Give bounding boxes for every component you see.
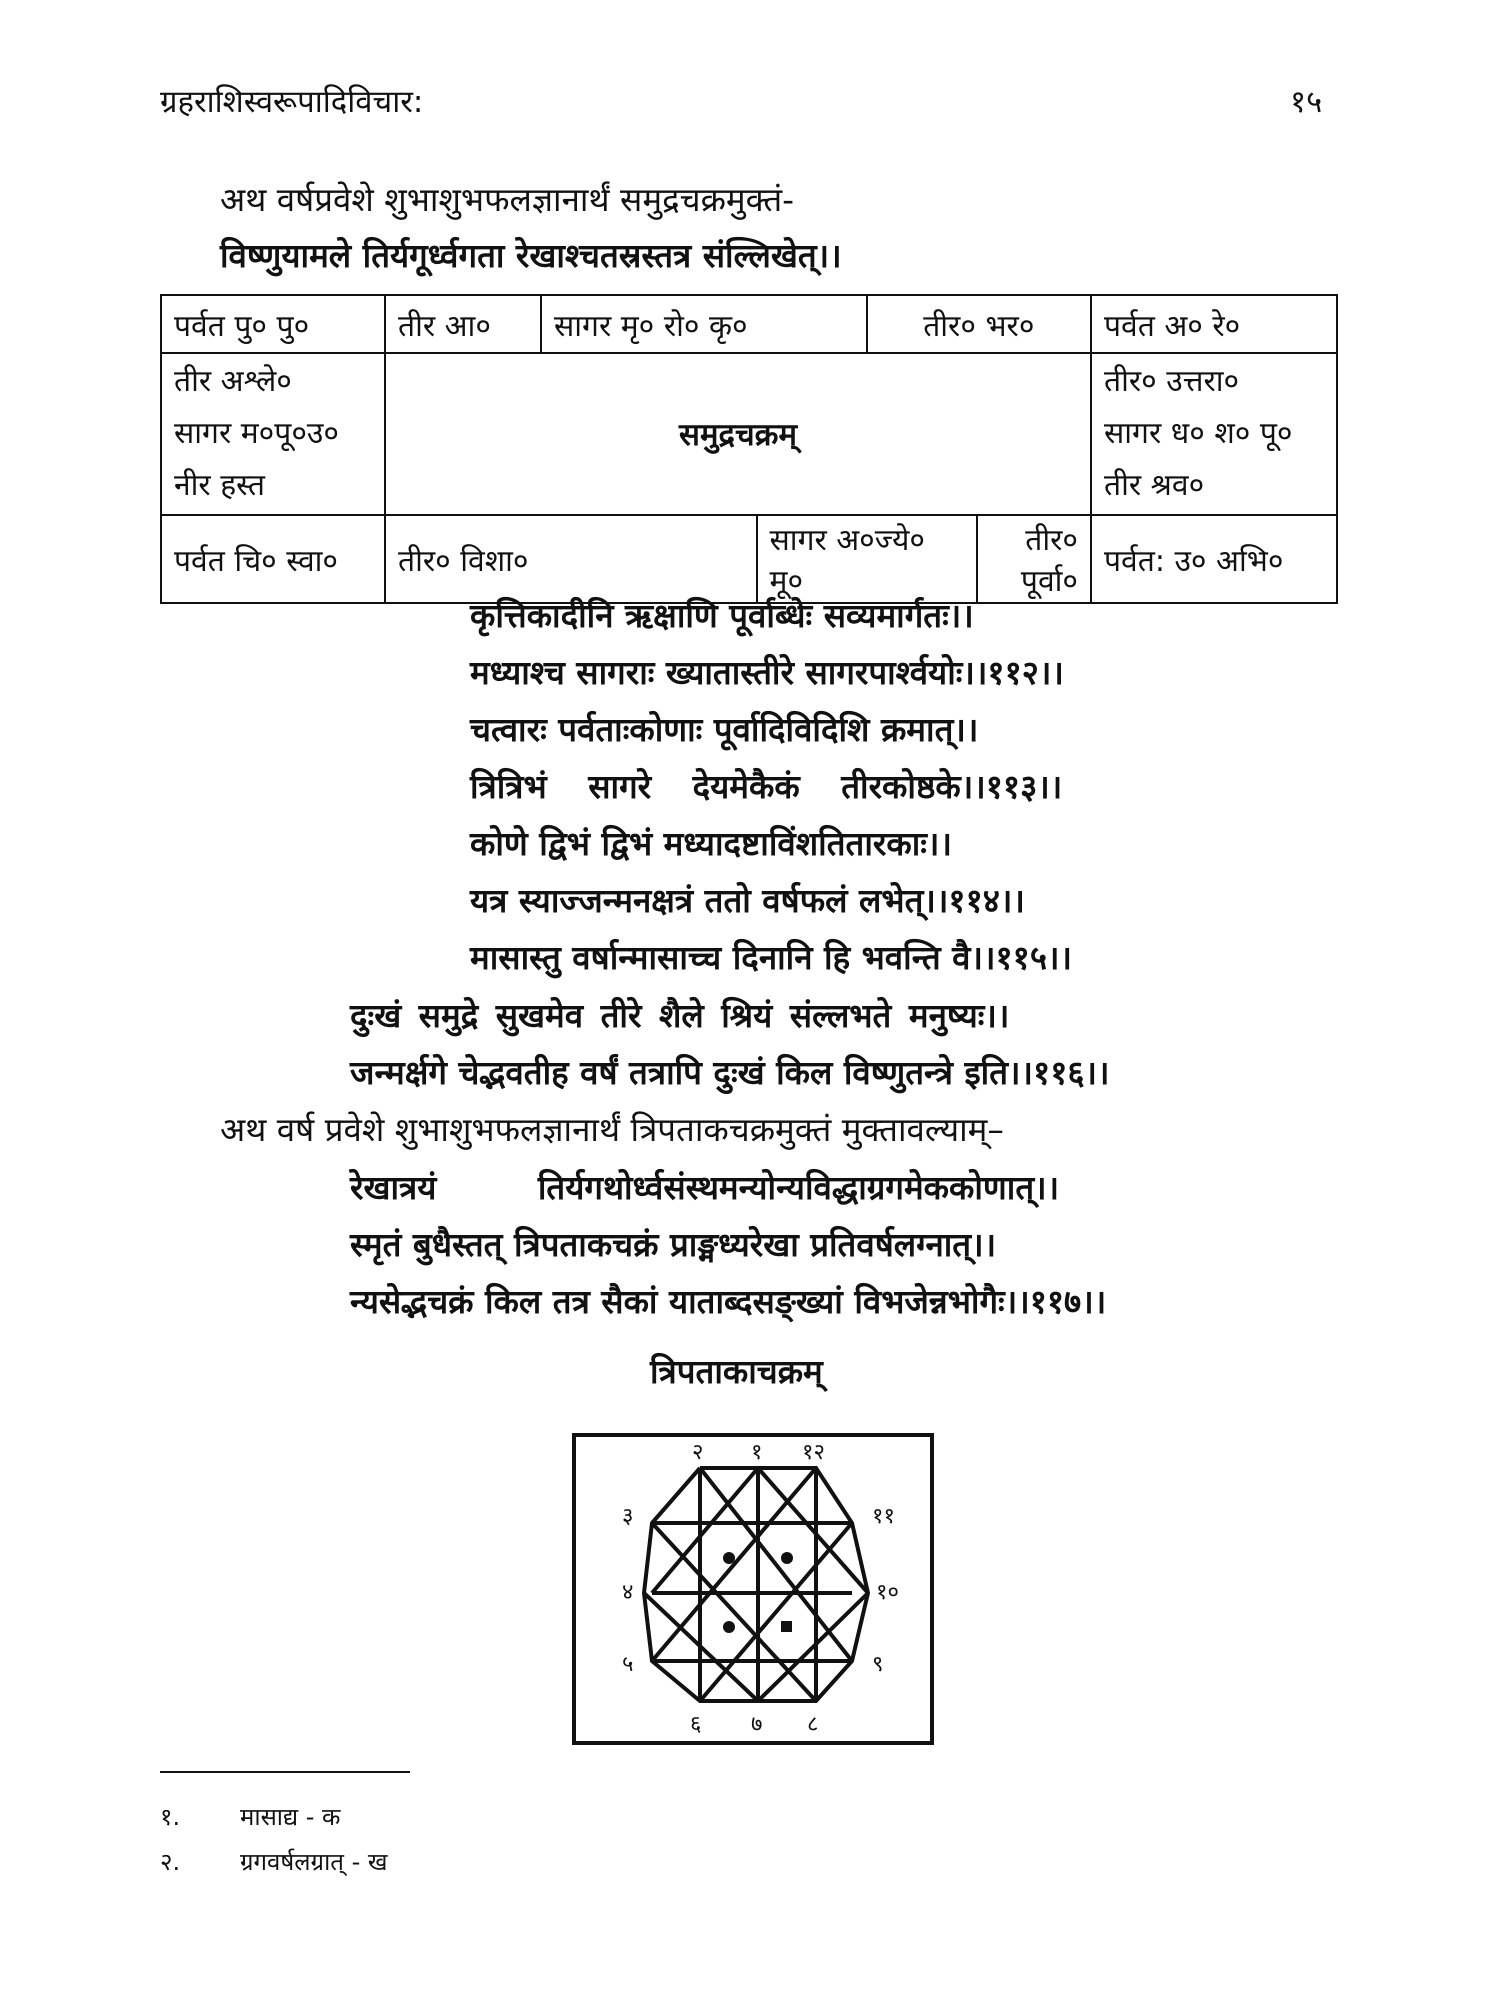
table-cell: पर्वत: उ० अभि० [1091, 515, 1337, 603]
diagram-lines [644, 1468, 868, 1701]
cell-line: सागर ध० श० पू० [1104, 416, 1293, 451]
verse-line: दुःखं समुद्रे सुखमेव तीरे शैले श्रियं संल्लभते मनुष्यः।। [350, 996, 1010, 1035]
cell-line: तीर० उत्तरा० [1104, 364, 1240, 399]
samudra-chakra-table [160, 294, 1338, 604]
diagram-labels [622, 1440, 899, 1737]
page-number: १५ [1290, 84, 1323, 120]
table-cell: पर्वत चि० स्वा० [161, 515, 385, 603]
footnote-number: २. [160, 1848, 181, 1876]
verse-line: मध्याश्च सागराः ख्यातास्तीरे सागरपार्श्वयोः।।११२।। [470, 653, 1064, 692]
table-cell-right [1091, 353, 1337, 515]
verse-line: जन्मर्क्षगे चेद्भवतीह वर्षं तत्रापि दुःखं किल विष्णुतन्त्रे इति।।११६।। [350, 1053, 1110, 1092]
table-cell: पर्वत अ० रे० [1091, 295, 1337, 353]
cell-line: तीर श्रव० [1104, 468, 1205, 503]
label-6: ६ [690, 1712, 702, 1737]
verse-line: त्रित्रिभं सागरे देयमेकैकं तीरकोष्ठके।।११३।। [470, 767, 1063, 806]
label-3: ३ [622, 1504, 634, 1529]
verse-line: यत्र स्याज्जन्मनक्षत्रं ततो वर्षफलं लभेत्।।११४।। [470, 881, 1025, 920]
label-1: १ [751, 1440, 763, 1465]
footnote-number: १. [160, 1803, 181, 1831]
tripataka-title: त्रिपताकाचक्रम् [650, 1352, 823, 1391]
verse-line: स्मृतं बुधैस्तत् त्रिपताकचक्रं प्राङ्मध्यरेखा प्रतिवर्षलग्नात्।। [350, 1225, 997, 1264]
intro-verse-1: विष्णुयामले तिर्यगूर्ध्वगता रेखाश्चतस्रस्तत्र संल्लिखेत्।। [220, 236, 842, 275]
cell-line: नीर हस्त [174, 468, 265, 503]
intro-line-1: अथ वर्षप्रवेशे शुभाशुभफलज्ञानार्थं समुद्रचक्रमुक्तं- [220, 180, 795, 219]
chakra-title-cell: समुद्रचक्रम् [385, 353, 1091, 515]
verse-line: न्यसेद्भचक्रं किल तत्र सैकां याताब्दसङ्ख्यां विभजेन्नभोगैः।।११७।। [350, 1282, 1107, 1321]
label-2: २ [692, 1440, 704, 1465]
label-4: ४ [622, 1580, 634, 1605]
label-10: १० [876, 1580, 899, 1605]
table-cell: तीर० विशा० [385, 515, 757, 603]
label-7: ७ [751, 1712, 763, 1737]
footnote-text: ग्रगवर्षलग्रात् - ख [240, 1848, 388, 1876]
label-12: १२ [802, 1440, 825, 1465]
verse-line: कोणे द्विभं द्विभं मध्यादष्टाविंशतितारकाः।। [470, 824, 952, 863]
verse-line: रेखात्रयं तिर्यगथोर्ध्वसंस्थमन्योन्यविद्धाग्रगमेककोणात्।। [350, 1168, 1060, 1207]
footnote-text: मासाद्य - क [240, 1803, 341, 1831]
verse-line: मासास्तु वर्षान्मासाच्च दिनानि हि भवन्ति वै।।११५।। [470, 938, 1073, 977]
label-8: ८ [807, 1712, 819, 1737]
tripataka-chakra-diagram [572, 1433, 934, 1745]
table-cell: सागर अ०ज्ये० मू० [757, 515, 977, 603]
table-cell: तीर० पूर्वा० [977, 515, 1091, 603]
label-11: ११ [872, 1504, 895, 1529]
table-cell-left [161, 353, 385, 515]
intro-line-2: अथ वर्ष प्रवेशे शुभाशुभफलज्ञानार्थं त्रिपताकचक्रमुक्तं मुक्तावल्याम्– [220, 1110, 1004, 1149]
cell-line: सागर म०पू०उ० [174, 416, 339, 451]
verse-line: चत्वारः पर्वताःकोणाः पूर्वादिविदिशि क्रमात्।। [470, 710, 979, 749]
table-cell: तीर आ० [385, 295, 541, 353]
table-cell: पर्वत पु० पु० [161, 295, 385, 353]
table-cell: सागर मृ० रो० कृ० [541, 295, 867, 353]
verse-line: कृत्तिकादीनि ऋक्षाणि पूर्वाब्धेः सव्यमार्गतः।। [470, 596, 974, 635]
label-9: ९ [872, 1652, 884, 1677]
label-5: ५ [622, 1652, 634, 1677]
cell-line: तीर अश्ले० [174, 364, 292, 399]
running-header: ग्रहराशिस्वरूपादिविचार: [160, 84, 424, 120]
table-cell: तीर० भर० [867, 295, 1091, 353]
footnote-separator [160, 1771, 410, 1773]
